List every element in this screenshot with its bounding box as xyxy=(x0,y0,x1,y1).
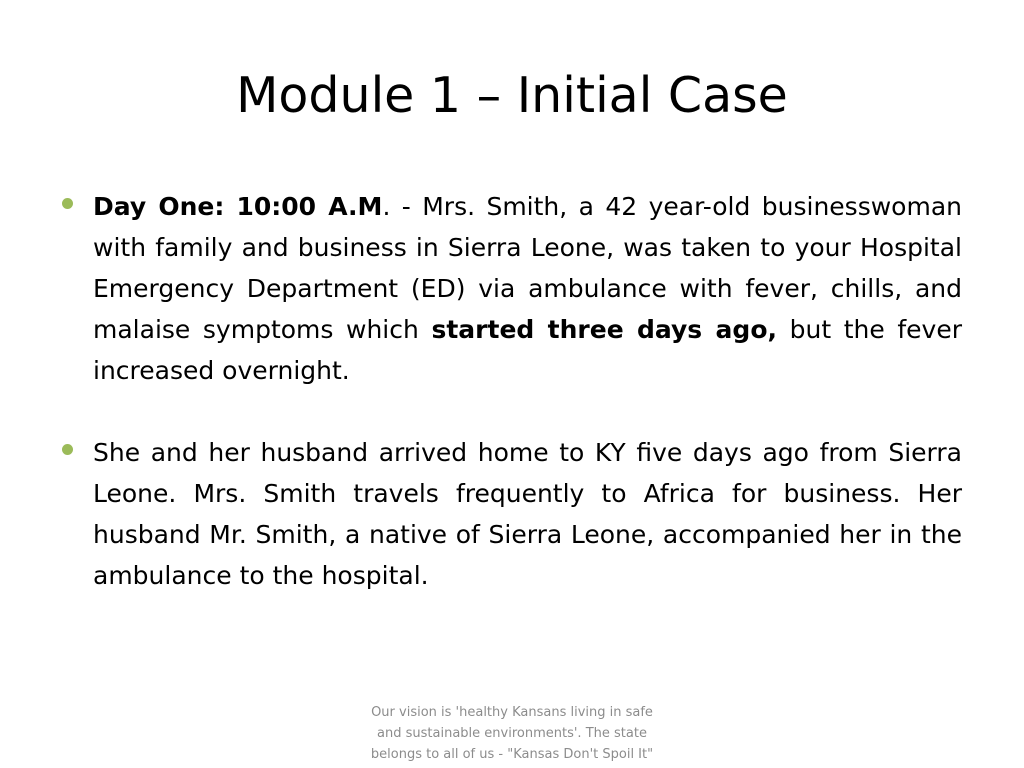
bullet-dot-icon xyxy=(62,198,73,209)
bullet-text-end: but the fever increased overnight. xyxy=(93,315,962,385)
bullet-text: . - Mrs. Smith, a 42 year-old businesswoman with family and business in Sierra Leone, was taken to your Hospital Emergency Department (ED) via ambulance with fever, chills, and malaise symptoms which xyxy=(93,192,962,344)
bullet-item-day-one xyxy=(62,186,962,391)
bullet-item-travel xyxy=(62,432,962,596)
slide-title: Module 1 – Initial Case xyxy=(236,67,788,124)
bullet-emphasis-bold: started three days ago, xyxy=(431,315,777,344)
bullet-lead-bold: Day One: 10:00 A.M xyxy=(93,192,383,221)
footer-vision-statement xyxy=(362,702,662,765)
bullet-list xyxy=(62,186,962,596)
footer-line: and sustainable environments'. The state xyxy=(377,726,647,741)
bullet-text: She and her husband arrived home to KY five days ago from Sierra Leone. Mrs. Smith travels frequently to Africa for business. Her husband Mr. Smith, a native of Sierra Leone, accompanied her in the ambulance to the hospital. xyxy=(93,438,962,590)
footer-line: belongs to all of us - "Kansas Don't Spoil It" xyxy=(370,747,654,762)
bullet-dot-icon xyxy=(62,444,73,455)
footer-line: Our vision is 'healthy Kansans living in safe xyxy=(371,705,653,720)
